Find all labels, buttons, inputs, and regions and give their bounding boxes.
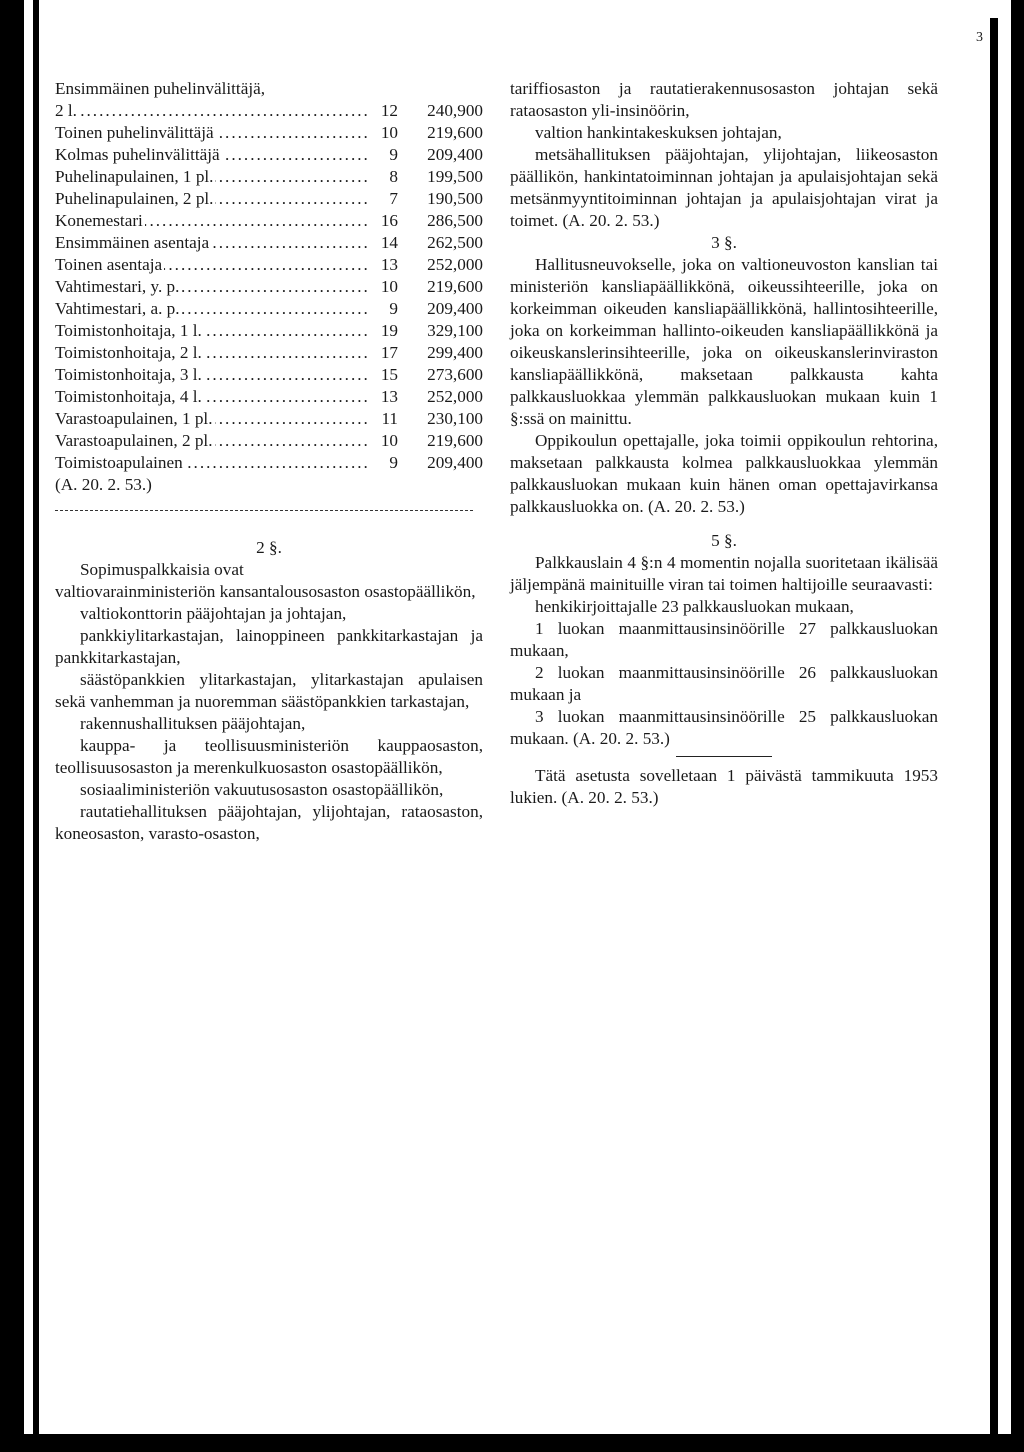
row-label: Puhelinapulainen, 2 pl. [55, 189, 214, 208]
paragraph: valtiovarainministeriön kansantalousosaston osastopäällikön, [55, 582, 476, 601]
table-row [55, 144, 483, 166]
row-label: Toimistoapulainen [55, 453, 183, 472]
row-class: 13 [380, 255, 398, 274]
row-salary: 219,600 [427, 277, 483, 296]
table-row [55, 188, 483, 210]
table-row [55, 430, 483, 452]
row-salary: 299,400 [427, 343, 483, 362]
row-class: 14 [380, 233, 398, 252]
scan-border-left-inner [33, 0, 39, 1452]
table-row [55, 408, 483, 430]
row-salary: 209,400 [427, 299, 483, 318]
row-class: 15 [380, 365, 398, 384]
paragraph: Palkkauslain 4 §:n 4 momentin nojalla suoritetaan ikälisää jäljempänä mainituille viran tai toimen haltijoille seuraavasti: [510, 553, 938, 594]
row-salary: 252,000 [427, 387, 483, 406]
paragraph: rautatiehallituksen pääjohtajan, ylijohtajan, rataosaston, koneosaston, varasto-osaston, [55, 802, 483, 843]
row-salary: 209,400 [427, 145, 483, 164]
row-salary: 199,500 [427, 167, 483, 186]
paragraph: Tätä asetusta sovelletaan 1 päivästä tammikuuta 1953 lukien. (A. 20. 2. 53.) [510, 766, 938, 807]
paragraph: Sopimuspalkkaisia ovat [80, 560, 244, 579]
row-class: 17 [380, 343, 398, 362]
row-label: Konemestari [55, 211, 143, 230]
row-class: 8 [389, 167, 398, 186]
row-salary: 190,500 [427, 189, 483, 208]
table-row [55, 232, 483, 254]
row-label: Ensimmäinen asentaja [55, 233, 210, 252]
row-class: 16 [380, 211, 398, 230]
table-row [55, 166, 483, 188]
table-row [55, 100, 483, 122]
list-item: 2 luokan maanmittausinsinöörille 26 palkkausluokan mukaan ja [510, 663, 938, 704]
row-salary: 209,400 [427, 453, 483, 472]
table-row [55, 320, 483, 342]
table-row [55, 386, 483, 408]
paragraph: pankkiylitarkastajan, lainoppineen pankkitarkastajan ja pankkitarkastajan, [55, 626, 483, 667]
row-class: 12 [380, 101, 398, 120]
table-row [55, 276, 483, 298]
row-label: Toinen asentaja [55, 255, 163, 274]
scan-border-right [1011, 0, 1024, 1452]
scan-border-left [0, 0, 24, 1452]
row-class: 10 [380, 431, 398, 450]
page-number: 3 [976, 30, 983, 45]
left-column [55, 78, 483, 845]
row-salary: 219,600 [427, 123, 483, 142]
right-column [510, 78, 938, 809]
paragraph: säästöpankkien ylitarkastajan, ylitarkastajan apulaisen sekä vanhemman ja nuoremman säästöpankkien tarkastajan, [55, 670, 483, 711]
row-label: Toimistonhoitaja, 4 l. [55, 387, 202, 406]
list-item: henkikirjoittajalle 23 palkkausluokan mukaan, [535, 597, 854, 616]
scan-border-bottom [0, 1434, 1024, 1452]
table-row [55, 298, 483, 320]
paragraph: valtiokonttorin pääjohtajan ja johtajan, [80, 604, 347, 623]
row-class: 19 [380, 321, 398, 340]
section-5-title: 5 §. [711, 531, 737, 550]
row-class: 9 [389, 299, 398, 318]
paragraph: tariffiosaston ja rautatierakennusosaston johtajan sekä rataosaston yli-insinöörin, [510, 79, 938, 120]
row-label: 2 l. [55, 101, 77, 120]
row-class: 10 [380, 277, 398, 296]
row-salary: 329,100 [427, 321, 483, 340]
table-row [55, 122, 483, 144]
row-salary: 262,500 [427, 233, 483, 252]
row-label: Vahtimestari, y. p. [55, 277, 180, 296]
short-rule [676, 756, 772, 757]
row-label: Toimistonhoitaja, 1 l. [55, 321, 202, 340]
row-salary: 219,600 [427, 431, 483, 450]
list-item: 1 luokan maanmittausinsinöörille 27 palkkausluokan mukaan, [510, 619, 938, 660]
row-label: Toimistonhoitaja, 2 l. [55, 343, 202, 362]
row-salary: 230,100 [427, 409, 483, 428]
row-salary: 252,000 [427, 255, 483, 274]
row-salary: 273,600 [427, 365, 483, 384]
row-salary: 240,900 [427, 101, 483, 120]
paragraph: sosiaaliministeriön vakuutusosaston osastopäällikön, [80, 780, 444, 799]
row-class: 9 [389, 453, 398, 472]
row-label: Varastoapulainen, 2 pl. [55, 431, 213, 450]
section-2-title: 2 §. [256, 538, 282, 557]
section-3-title: 3 §. [711, 233, 737, 252]
table-heading: Ensimmäinen puhelinvälittäjä, [55, 79, 266, 98]
row-label: Varastoapulainen, 1 pl. [55, 409, 213, 428]
table-row [55, 364, 483, 386]
row-salary: 286,500 [427, 211, 483, 230]
table-row [55, 210, 483, 232]
row-label: Vahtimestari, a. p. [55, 299, 180, 318]
table-row [55, 452, 483, 474]
paragraph: rakennushallituksen pääjohtajan, [80, 714, 306, 733]
paragraph: valtion hankintakeskuksen johtajan, [535, 123, 782, 142]
row-label: Toinen puhelinvälittäjä [55, 123, 214, 142]
amendment-reference: (A. 20. 2. 53.) [55, 475, 152, 494]
scan-border-right-inner [990, 18, 998, 1452]
paragraph: kauppa- ja teollisuusministeriön kauppaosaston, teollisuusosaston ja merenkulkuosaston osastopäällikön, [55, 736, 483, 777]
row-class: 7 [389, 189, 398, 208]
paragraph: metsähallituksen pääjohtajan, ylijohtajan, liikeosaston päällikön, hankintatoiminnan johtajan ja apulaisjohtajan sekä metsänmyyntitoiminnan johtajan ja apulaisjohtajan virat ja toimet. (A. 20. 2. 53.) [510, 145, 938, 230]
dashed-separator [55, 510, 473, 511]
row-class: 10 [380, 123, 398, 142]
table-row [55, 254, 483, 276]
list-item: 3 luokan maanmittausinsinöörille 25 palkkausluokan mukaan. (A. 20. 2. 53.) [510, 707, 938, 748]
row-class: 11 [381, 409, 398, 428]
row-class: 13 [380, 387, 398, 406]
row-label: Puhelinapulainen, 1 pl. [55, 167, 214, 186]
paragraph: Oppikoulun opettajalle, joka toimii oppikoulun rehtorina, maksetaan palkkausta kolmea palkkausluokkaa ylemmän palkkausluokan mukaan kuin hänen oman opettajavirkansa palkkausluokka on. (A. 20. 2. 53.) [510, 431, 938, 516]
row-label: Kolmas puhelinvälittäjä [55, 145, 220, 164]
row-label: Toimistonhoitaja, 3 l. [55, 365, 202, 384]
row-class: 9 [389, 145, 398, 164]
table-row [55, 342, 483, 364]
paragraph: Hallitusneuvokselle, joka on valtioneuvoston kanslian tai ministeriön kansliapäällikkönä, oikeussihteerille, joka on korkeimman oikeuden kansliapäällikkönä, hallintosihteerille, joka on korkeimman hallinto-oikeuden kansliapäällikkönä ja oikeuskanslerinsihteerille, joka on oikeuskanslerinviraston kansliapäällikkönä, maksetaan palkkausta kahta palkkausluokkaa ylemmän palkkausluokan mukaan kuin 1 §:ssä on mainittu. [510, 255, 938, 428]
